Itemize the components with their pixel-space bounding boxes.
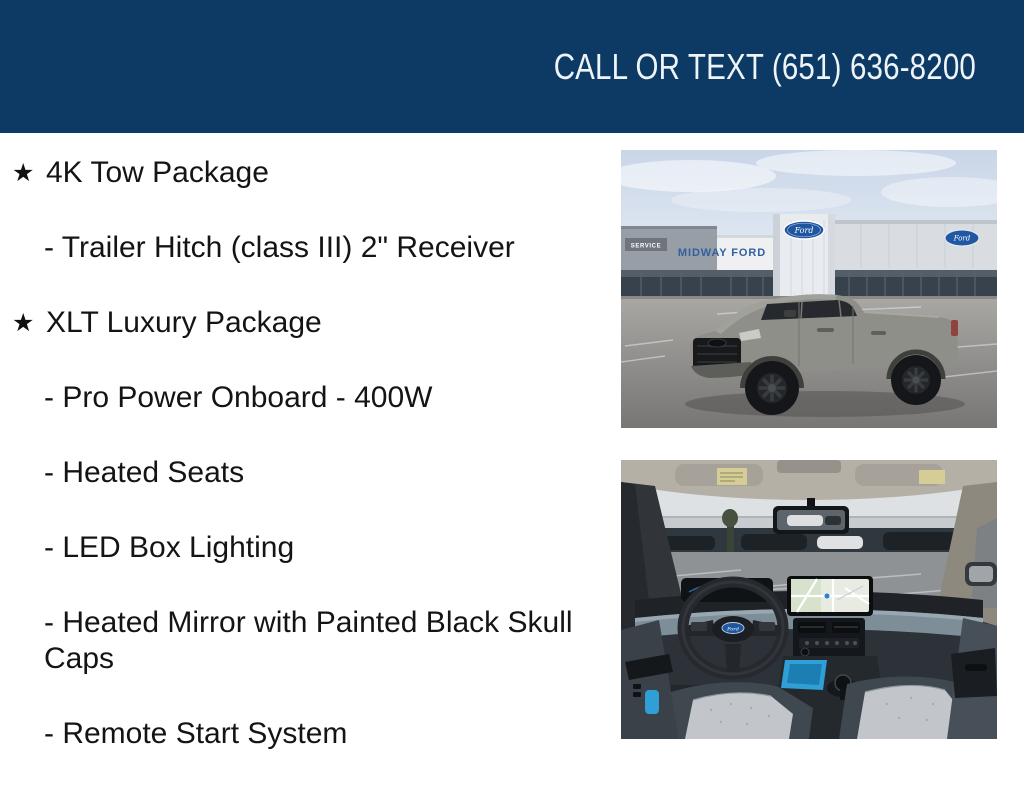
feature-item-package: [0, 155, 604, 191]
feature-item-detail: [0, 605, 604, 677]
feature-label: 4K Tow Package: [46, 156, 269, 189]
exterior-photo-graphic: [621, 150, 997, 428]
feature-item-detail: [0, 230, 604, 266]
touchscreen: [787, 576, 873, 616]
phone-cta: CALL OR TEXT (651) 636-8200: [553, 45, 976, 87]
truck-mirror: [784, 310, 796, 317]
svg-text:Ford: Ford: [727, 626, 739, 633]
side-mirror: [965, 562, 997, 586]
feature-label: XLT Luxury Package: [46, 306, 322, 339]
header-banner: [0, 0, 1024, 133]
dealership-building: [621, 214, 997, 298]
interior-photo: [621, 460, 997, 739]
star-bullet-icon: ★: [12, 159, 35, 187]
exterior-photo: [621, 150, 997, 428]
ford-logo-pylon: Ford: [794, 226, 814, 235]
feature-label: - Heated Mirror with Painted Black Skull Caps: [44, 606, 573, 675]
feature-label: - Trailer Hitch (class III) 2" Receiver: [44, 231, 515, 264]
feature-item-detail: [0, 716, 604, 752]
feature-label: - Pro Power Onboard - 400W: [44, 381, 433, 414]
blue-door-pull: [645, 690, 659, 714]
feature-item-package: [0, 305, 604, 341]
truck-rear-wheel: [891, 355, 941, 405]
feature-label: - Remote Start System: [44, 717, 348, 750]
feature-label: - Heated Seats: [44, 456, 245, 489]
svg-text:Ford: Ford: [953, 234, 971, 243]
center-stack: [793, 618, 865, 658]
truck-taillight: [951, 320, 958, 336]
star-bullet-icon: ★: [12, 309, 35, 337]
feature-label: - LED Box Lighting: [44, 531, 295, 564]
feature-item-detail: [0, 380, 604, 416]
feature-item-detail: [0, 455, 604, 491]
door-armrest-right: [951, 648, 997, 698]
interior-photo-graphic: [621, 460, 997, 739]
ford-logo-building: [945, 230, 979, 246]
ford-pylon: [773, 214, 835, 298]
feature-item-detail: [0, 530, 604, 566]
planter: [722, 509, 738, 527]
white-car: [817, 536, 863, 549]
door-handle-right: [965, 664, 987, 671]
midway-ford-sign: MIDWAY FORD: [677, 247, 767, 259]
features-list: [0, 133, 604, 791]
service-sign: SERVICE: [630, 243, 662, 250]
truck-front-wheel: [745, 361, 799, 415]
